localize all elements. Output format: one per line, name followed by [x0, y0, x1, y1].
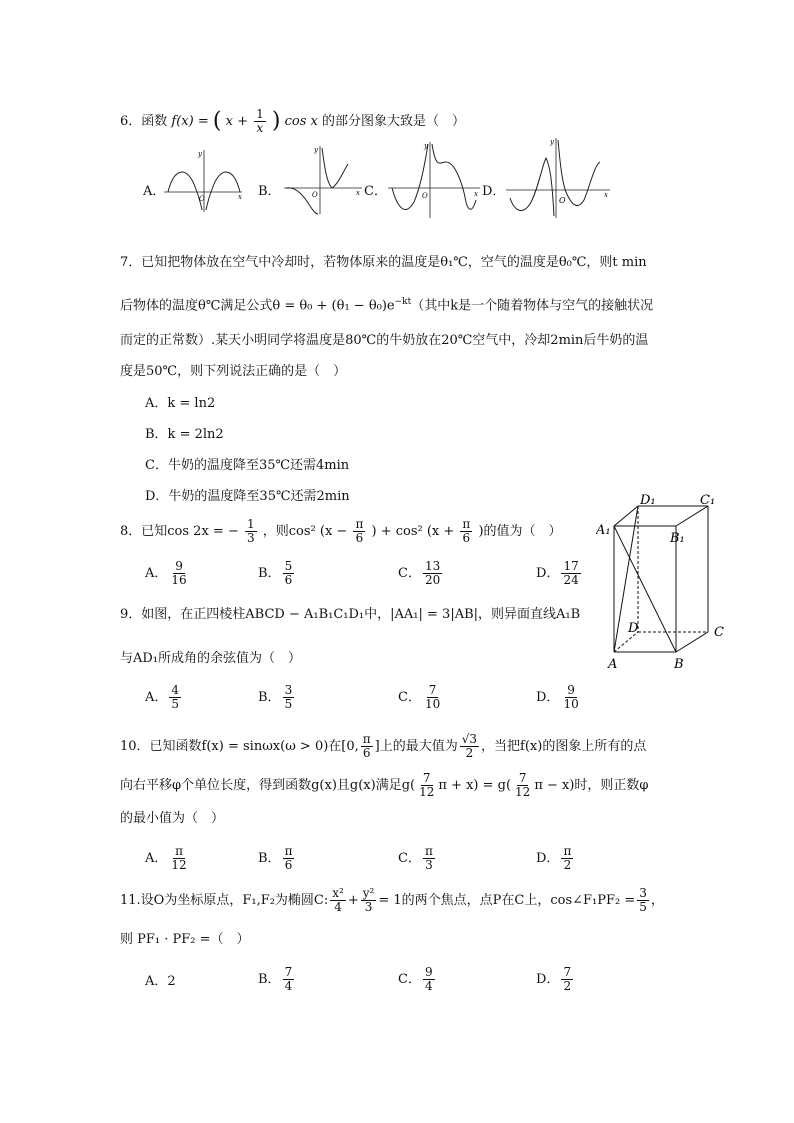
q10-opt-b: B． $\frac{\pi}{6}$ — [258, 844, 293, 872]
q8-stem: 8．已知cos 2x = − $\frac{1}{3}$ ，则cos² (x − $\frac{\pi}{6}$ ) + cos² (x + $\frac{\pi}{6}$ )的值为（ ） — [120, 517, 562, 545]
paren-right: ) — [271, 108, 281, 134]
q11-opt-b: B． $\frac{7}{4}$ — [258, 965, 293, 993]
svg-text:y: y — [198, 150, 202, 158]
q6-graph-a — [162, 148, 246, 214]
q6-func: f(x) = — [171, 114, 209, 129]
svg-text:y: y — [314, 146, 318, 154]
q8-opt-d: D． $\frac{17}{24}$ — [536, 559, 579, 587]
svg-text:x: x — [474, 190, 478, 198]
q9-opt-b: B． $\frac{3}{5}$ — [258, 683, 293, 711]
q6-cos: cos x — [284, 114, 318, 129]
q6-rest: 的部分图象大致是（ ） — [322, 114, 466, 129]
svg-text:O: O — [312, 191, 318, 199]
q9-line2: 与AD₁所成角的余弦值为（ ） — [120, 651, 302, 666]
q11-line1: 11.设O为坐标原点，F₁,F₂为椭圆C: $\frac{\text{x²}}{4}$ + $\frac{\text{y²}}{3}$ = 1的两个焦点，点P在C上，cos∠F₁PF₂ = $\frac{3}{5}$ ， — [120, 886, 664, 914]
q10-opt-d: D． $\frac{\pi}{2}$ — [536, 844, 572, 872]
q6-label: 6．函数 — [120, 114, 168, 129]
q11-opt-a: A．2 — [145, 974, 176, 989]
q11-line2: 则 PF₁ · PF₂ =（ ） — [120, 932, 250, 947]
q6-x: x + — [225, 114, 248, 129]
svg-text:y: y — [550, 138, 554, 146]
svg-text:B₁: B₁ — [670, 531, 685, 546]
q6-opt-c-label: C． — [364, 184, 387, 199]
q9-opt-d: D． $\frac{9}{10}$ — [536, 683, 579, 711]
q7-opt-a: A．k = ln2 — [145, 396, 216, 411]
q7-opt-b: B．k = 2ln2 — [145, 427, 224, 442]
q9-opt-a: A． $\frac{4}{5}$ — [145, 683, 180, 711]
svg-text:C₁: C₁ — [700, 494, 716, 508]
q6-graph-b — [282, 144, 364, 216]
q11-opt-c: C． $\frac{9}{4}$ — [398, 965, 433, 993]
q6-opt-a-label: A． — [143, 184, 166, 199]
q6-frac: $\frac{1}{x}$ — [256, 107, 264, 135]
q6-opt-b-label: B． — [258, 184, 281, 199]
paren-left: ( — [212, 108, 222, 134]
q10-opt-c: C． $\frac{\pi}{3}$ — [398, 844, 433, 872]
q6-opt-d-label: D． — [482, 184, 506, 199]
svg-text:D₁: D₁ — [640, 494, 656, 508]
q9-opt-c: C． $\frac{7}{10}$ — [398, 683, 441, 711]
svg-text:D: D — [628, 621, 639, 636]
q7-opt-d: D．牛奶的温度降至35℃还需2min — [145, 489, 350, 504]
svg-text:O: O — [559, 196, 566, 205]
svg-text:O: O — [422, 192, 428, 200]
svg-text:A₁: A₁ — [596, 523, 611, 538]
q10-opt-a: A． $\frac{\pi}{12}$ — [145, 844, 187, 872]
q7-line4: 度是50℃，则下列说法正确的是（ ） — [120, 364, 347, 379]
q6-graph-d — [504, 136, 612, 220]
svg-text:x: x — [356, 189, 360, 197]
q10-line3: 的最小值为（ ） — [120, 811, 225, 826]
q8-opt-c: C． $\frac{13}{20}$ — [398, 559, 441, 587]
q7-line3: 而定的正常数）.某天小明同学将温度是80℃的牛奶放在20℃空气中，冷却2min后牛奶的温 — [120, 333, 649, 348]
prism-figure — [596, 494, 736, 672]
svg-text:C: C — [714, 625, 724, 640]
q8-opt-a: A． $\frac{9}{16}$ — [145, 559, 187, 587]
q9-line1: 9．如图，在正四棱柱ABCD − A₁B₁C₁D₁中，|AA₁| = 3|AB|，则异面直线A₁B — [120, 607, 581, 622]
q6-stem — [120, 108, 465, 135]
svg-text:B: B — [674, 657, 684, 672]
svg-text:O: O — [199, 195, 205, 203]
q8-opt-b: B． $\frac{5}{6}$ — [258, 559, 293, 587]
q7-opt-c: C．牛奶的温度降至35℃还需4min — [145, 458, 350, 473]
q6-graph-c — [386, 140, 482, 220]
q7-line1: 7．已知把物体放在空气中冷却时，若物体原来的温度是θ₁℃，空气的温度是θ₀℃，则t min — [120, 255, 647, 270]
q11-opt-d: D． $\frac{7}{2}$ — [536, 965, 572, 993]
q10-line1: 10．已知函数f(x) = sinωx(ω > 0)在[0, $\frac{\pi}{6}$ ]上的最大值为 $\frac{√3}{2}$ ，当把f(x)的图象上所有的点 — [120, 732, 647, 760]
svg-text:x: x — [604, 191, 608, 199]
svg-text:A: A — [608, 657, 618, 672]
q10-line2: 向右平移φ个单位长度，得到函数g(x)且g(x)满足g( $\frac{7}{12}$ π + x) = g( $\frac{7}{12}$ π − x)时，则正数φ — [120, 771, 649, 799]
q7-line2: 后物体的温度θ℃满足公式$\theta = \theta_0 + (\theta_1 - \theta_0)e^{-kt}$（其中k是一个随着物体与空气的接触状况 — [120, 297, 654, 314]
svg-text:x: x — [238, 193, 242, 201]
svg-text:y: y — [424, 142, 428, 150]
